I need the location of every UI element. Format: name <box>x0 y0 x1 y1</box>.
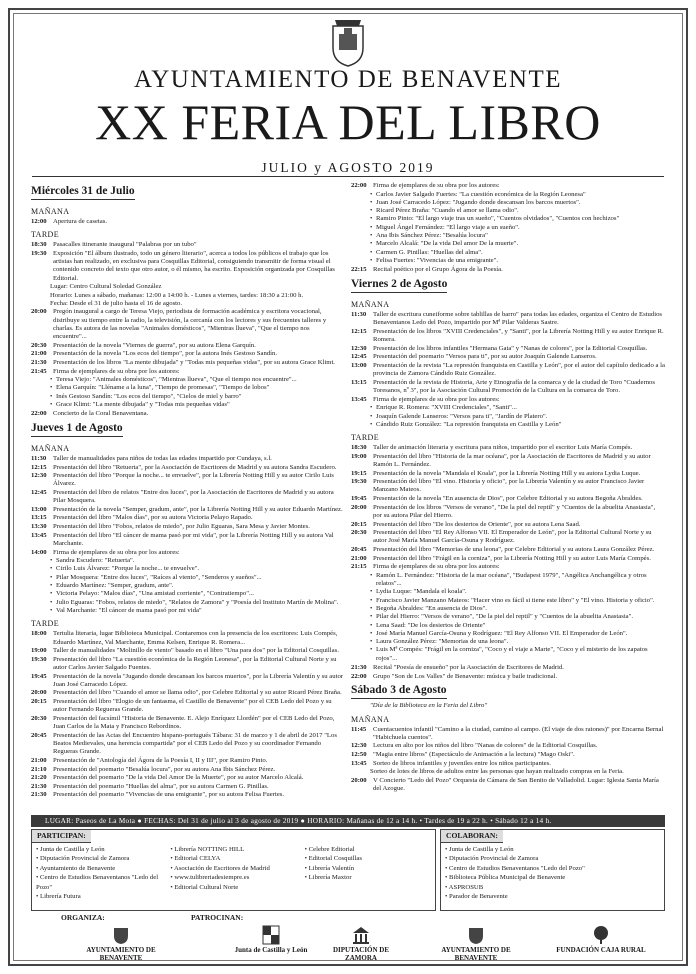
signing-item: • Pilar del Hierro: "Versos de verano", "De la piel del reptil" y "Cuentos de la abuelita Anastasia". <box>370 613 665 621</box>
event-text: Taller de escritura cuneiforme sobre tablillas de barro" para todas las edades, organiza el Centro de Estudios Benaventanos Ledo del Pozo, impartido por Mª Pilar Valderas Sastre. <box>373 310 663 327</box>
event-text: Exposición "El álbum ilustrado, todo un género literario", acerca a todos los públicos el trabajo que los artistas han realizado, en exclusiva para Cosquillas Editorial, consiguiendo transmitir de forma visual el contenido concreto del texto que otro autor, o él mismo, ha escrito. Exposición organizada por Cosquillas Editorial. <box>53 249 335 282</box>
signing-item: • Eduardo Martínez: "Semper, gradum, ante". <box>50 582 344 590</box>
event-time: 20:30 <box>31 714 47 722</box>
logo-label: AYUNTAMIENTO DE BENAVENTE <box>86 946 156 962</box>
event-text: Presentación de la novela "Jugando donde descansan los barcos muertos", por la Librería Valentín y su autor Juan José Carracedo López. <box>53 672 344 688</box>
schedule-column-right <box>351 182 665 814</box>
day-subtitle: "Día de la Biblioteca en la Feria del Libro" <box>370 702 488 710</box>
event-text: Presentación del libro "El vino. Historia y oficio", por la Librería Valentín y su autor Francisco Javier Manzano Mateos. <box>373 478 645 494</box>
participant-item: • Centro de Estudios Benaventanos "Ledo del Pozo" <box>36 873 162 892</box>
day-heading-text: Jueves 1 de Agosto <box>31 421 123 437</box>
event-row <box>351 266 665 274</box>
event-detail: Horario: Lunes a sábado, mañanas: 12:00 a 14:00 h. - Lunes a viernes, tardes: 18:30 a 21:00 h. <box>50 291 304 299</box>
signing-item: • Sandra Escudero: "Retuerta". <box>50 557 344 565</box>
event-row <box>351 504 665 521</box>
signing-item: • Val Marchante: "El cáncer de mama pasó por mi vida" <box>50 607 344 615</box>
event-time: 13:45 <box>351 759 367 767</box>
event-row <box>351 311 665 328</box>
event-text: Presentación de la novela "En ausencia de Dios", por Celebre Editorial y su autora Begoña Abraldes. <box>373 495 643 503</box>
event-row <box>351 478 665 495</box>
event-time: 12:15 <box>351 327 367 335</box>
logo-ayuntamiento-2 <box>426 925 526 962</box>
period-heading: MAÑANA <box>351 714 390 724</box>
event-time: 20:15 <box>351 520 367 528</box>
event-text: Presentación del libro "Historia de la mar océana", por la Asociación de Escritores de Madrid y su autor Ramón L. Fernández. <box>373 452 651 468</box>
crest-icon <box>113 925 129 945</box>
event-time: 20:00 <box>351 776 367 784</box>
event-text: Presentación del libro de relatos "Entre dos luces", por la Asociación de Escritores de Madrid y su autora Pilar Mosquera. <box>53 488 334 505</box>
signing-item: • Julio Eguaras: "Fobos, relatos de miedo", "Relatos de Zamora" y "Poesía del Instituto Martín de Molina". <box>50 599 344 607</box>
logo-junta <box>226 925 316 954</box>
event-row <box>351 664 665 672</box>
day-heading-text: Sábado 3 de Agosto <box>351 683 447 699</box>
signing-item: • Grace Klimt: "La mente dibujada" y "Todas mis pequeñas vidas" <box>50 401 344 409</box>
event-text: Presentación de las Actas del Encuentro hispano-portugués Tábara: 31 de marzo y 1 de abril de 2017 "Los Beatos Medievales, una herencia compartida" por el CEB Ledo del Pozo y su coordinador Fernando Regueras Grande. <box>53 731 337 756</box>
event-text: Presentación del libro "Elogio de un fantasma, el Castillo de Benavente" por el CEB Ledo del Pozo y su autor Fernando Regueras Grande. <box>53 698 332 714</box>
event-row <box>351 353 665 361</box>
logo-diputacion <box>326 925 396 962</box>
event-text: Presentación de "Antología del Ágora de la Poesía I, II y III", por Ramiro Pinto. <box>53 757 268 765</box>
divider <box>32 176 664 177</box>
signing-item: • Felisa Fuertes: "Vivencias de una emigrante". <box>370 257 665 265</box>
event-row <box>351 760 665 768</box>
event-text: Presentación del libro "Memorias de una leona", por Celebre Editorial y su autora Laura González Pérez. <box>373 546 655 554</box>
event-row <box>31 489 344 506</box>
event-time: 20:45 <box>351 546 367 554</box>
signing-item: • Joaquín Galende Lanseros: "Versos para ti", "Jardín de Platero". <box>370 413 665 421</box>
event-text: Cuentacuentos infantil "Camino a la ciudad, camino al campo. (El viaje de dos ratones)" por Encarna Bernal "Habichuela cuentos". <box>373 725 664 741</box>
info-bar: LUGAR: Paseos de La Mota ● FECHAS: Del 31 de julio al 3 de agosto de 2019 ● HORARIO: Mañanas de 12 a 14 h. • Tardes de 19 a 22 h. • Sábado 12 a 14 h. <box>31 815 665 827</box>
signing-item: • Elena Garquín: "Lléname a la luna", "Tiempo de promesas", "Tiempo de lobos" <box>50 384 344 392</box>
event-text: Presentación del poemario "De la vida Del Amor De la Muerte", por su autor Marcelo Alcalá. <box>53 774 304 782</box>
event-detail: Lugar: Centro Cultural Soledad González <box>50 283 162 291</box>
collaborator-item: • ASPROSUB <box>445 883 660 893</box>
event-row <box>31 455 344 463</box>
logo-ayuntamiento <box>71 925 171 962</box>
event-time: 20:00 <box>31 689 47 697</box>
event-time: 19:45 <box>351 495 367 503</box>
signing-item: • Carmen G. Pinillas: "Huellas del alma". <box>370 249 665 257</box>
event-time: 13:45 <box>31 531 47 539</box>
event-time: 12:30 <box>31 472 47 480</box>
collaborators-box <box>440 829 665 911</box>
event-text: Presentación del libro "Fobos, relatos de miedo", por Julio Eguaras, Sara Mesa y Javier Montes. <box>53 523 310 531</box>
event-row <box>351 546 665 554</box>
signing-item: • Enrique R. Romera: "XVIII Credenciales", "Santi"... <box>370 404 665 412</box>
event-time: 22:00 <box>351 182 367 189</box>
event-row <box>31 715 344 732</box>
signing-list <box>351 572 665 663</box>
event-time: 19:30 <box>31 249 47 257</box>
signing-item: • Cirilo Luis Álvarez: "Porque la noche... te envuelve". <box>50 565 344 573</box>
event-row <box>31 549 344 557</box>
signing-item: • Carlos Javier Salgado Fuertes: "La cuestión económica de la Región Leonesa" <box>370 191 665 199</box>
event-row <box>31 647 344 655</box>
tree-icon <box>590 925 612 945</box>
signing-item: • Inés Gestoso Sandín: "Los ecos del tiempo", "Cielos de miel y barro" <box>50 393 344 401</box>
event-text: Presentación de la revista "La represión franquista en Castilla y León", por el autor del capítulo dedicado a la provincia de Zamora Cándido Ruiz González. <box>373 361 665 378</box>
event-text: Presentación de los libros "XVIII Credenciales", y "Santi", por la Librería Notting Hill y su autor Enrique R. Romera. <box>373 327 664 344</box>
event-row <box>351 555 665 563</box>
event-time: 18:30 <box>31 241 47 249</box>
event-text: Presentación del poemario "Besalúa locura", por su autora Ana Ibis Sánchez Pérez. <box>53 765 276 773</box>
collaborator-item: • Parador de Benavente <box>445 892 660 902</box>
participants-column <box>32 843 166 904</box>
participant-item: • Asociación de Escritores de Madrid <box>170 864 296 874</box>
event-text: Presentación de la novela "Los ecos del tiempo", por la autora Inés Gestoso Sandín. <box>53 350 278 358</box>
event-time: 21:20 <box>31 774 47 782</box>
period-heading: MAÑANA <box>351 299 390 309</box>
event-row <box>31 732 344 757</box>
signing-item: • José María Manuel García-Osuna y Rodríguez: "El Rey Alfonso VII. El Emperador de León". <box>370 630 665 638</box>
event-time: 21:30 <box>351 664 367 672</box>
patrocinan-label: PATROCINAN: <box>191 913 244 922</box>
event-dates: JULIO y AGOSTO 2019 <box>261 160 435 175</box>
event-time: 21:30 <box>31 791 47 799</box>
event-row <box>31 630 344 647</box>
signing-item: • Luis Mª Compés: "Frágil en la corniza", "Coco y el viaje a Marte", "Coco y el misterio de los zapatos rojos"... <box>370 646 665 663</box>
event-text: "Magia entre libros" (Espectáculo de Animación a la lectura) "Mago Oski". <box>373 751 575 759</box>
event-time: 22:00 <box>351 672 367 680</box>
event-row <box>31 241 344 249</box>
event-text: Presentación del libro "El Rey Alfonso VII. El Emperador de León", por la Editorial Cultural Norte y su autor José María Manuel García-Osuna y Rodríguez. <box>373 529 652 545</box>
event-row <box>31 523 344 531</box>
event-text: Recital "Poesía de ensueño" por la Asociación de Escritores de Madrid. <box>373 664 564 672</box>
event-row <box>31 350 344 358</box>
event-row <box>351 362 665 379</box>
event-text: Presentación del poemario "Vivencias de una emigrante", por su autora Felisa Fuertes. <box>53 791 285 799</box>
event-text: Presentación del libro "El cáncer de mama pasó por mi vida", por la Librería Notting Hill y su autora Val Marchante. <box>53 531 334 547</box>
signing-item: • Francisco Javier Manzano Mateos: "Hacer vino es fácil si tiene este libro" y "El vino. Historia y oficio". <box>370 597 665 605</box>
participant-item: • Editorial Cosquillas <box>305 854 431 864</box>
day-heading <box>31 182 344 203</box>
event-time: 22:15 <box>351 266 367 274</box>
event-time: 14:00 <box>31 548 47 556</box>
collaborator-item: • Centro de Estudios Benaventanos "Ledo del Pozo" <box>445 864 660 874</box>
event-time: 12:45 <box>31 488 47 496</box>
signing-list <box>351 404 665 429</box>
sponsors-footer <box>31 913 665 961</box>
signing-item: • Miguel Ángel Fernández: "El largo viaje a un sueño". <box>370 224 665 232</box>
collaborator-item: • Biblioteca Pública Municipal de Benavente <box>445 873 660 883</box>
event-time: 13:15 <box>31 514 47 522</box>
event-row <box>351 182 665 190</box>
day-heading <box>31 419 344 440</box>
event-text: Presentación del facsímil "Historia de Benavente. E. Alejo Enríquez Llordén" por el CEB Ledo del Pozo, Juan Carlos de la Mata y Francisco Rebordinos. <box>53 714 335 731</box>
period-heading: TARDE <box>31 619 60 629</box>
shield-icon <box>262 925 280 945</box>
event-time: 13:00 <box>351 361 367 369</box>
event-row <box>351 563 665 571</box>
event-time: 19:30 <box>351 478 367 486</box>
event-text: Firma de ejemplares de su obra por los autores: <box>373 395 500 403</box>
signing-item: • Cándido Ruiz González: "La represión franquista en Castilla y León" <box>370 421 665 429</box>
event-row <box>31 342 344 350</box>
event-row <box>351 529 665 546</box>
event-time: 20:30 <box>31 341 47 349</box>
event-row <box>31 506 344 514</box>
building-icon <box>351 925 371 945</box>
event-time: 21:30 <box>31 358 47 366</box>
event-text: Presentación de los libros "La mente dibujada" y "Todas mis pequeñas vidas", por su autora Grace Klimt. <box>53 358 335 366</box>
signing-item: • Lydia Luque: "Mandala el koala". <box>370 588 665 596</box>
signing-list <box>31 376 344 409</box>
event-row <box>351 396 665 404</box>
event-row <box>31 410 344 418</box>
event-row <box>31 514 344 522</box>
event-row <box>31 368 344 376</box>
participant-item: • www.tulibreriadesiempre.es <box>170 873 296 883</box>
event-row <box>31 250 344 283</box>
event-row <box>31 218 344 226</box>
event-time: 11:30 <box>351 310 367 318</box>
event-text: Presentación del poemario "Versos para ti", por su autor Joaquín Galende Lanseros. <box>373 353 597 361</box>
event-text: Taller de animación literaria y escritura para niños, impartido por el escritor Luis María Compés. <box>373 444 633 452</box>
event-text: Pregón inaugural a cargo de Teresa Viejo, periodista de formación académica y escritora vocacional, distribuye su tiempo entre la radio, la televisión, la cercanía con los lectores y sus frecuentes talleres y charlas. Es autora de las novelas "Animales domésticos", "Mientras llueva", "Que el tiempo nos encuentre"... <box>53 308 327 341</box>
event-text: Firma de ejemplares de su obra por los autores: <box>373 182 500 189</box>
event-time: 13:00 <box>31 505 47 513</box>
event-text: Presentación del libro "La cuestión económica de la Región Leonesa", por la Editorial Cultural Norte y su autor Carlos Javier Salgado Fuentes. <box>53 655 337 671</box>
event-row <box>351 453 665 470</box>
event-row <box>351 328 665 345</box>
participant-item: • Librería Valentín <box>305 864 431 874</box>
event-text: Recital poético por el Grupo Ágora de la Poesía. <box>373 266 503 274</box>
logo-label: FUNDACIÓN CAJA RURAL <box>556 946 646 954</box>
participants-column <box>301 843 435 904</box>
event-text: Taller de manualidades para niños de todas las edades impartido por Cundaya, s.l. <box>53 454 272 462</box>
event-row <box>351 379 665 396</box>
event-time: 21:00 <box>31 350 47 358</box>
schedule-column-left <box>31 182 344 814</box>
event-time: 22:00 <box>31 410 47 418</box>
signing-item: • Ricard Pérez Braña: "Cuando el amor se llama odio". <box>370 207 665 215</box>
event-time: 12:45 <box>351 353 367 361</box>
event-time: 12:30 <box>351 344 367 352</box>
participants-column <box>166 843 300 904</box>
event-time: 19:45 <box>31 672 47 680</box>
event-time: 11:45 <box>351 725 367 733</box>
participant-item: • Librería NOTTING HILL <box>170 845 296 855</box>
event-row <box>351 751 665 759</box>
collaborator-item: • Diputación Provincial de Zamora <box>445 854 660 864</box>
signing-item: • Marcelo Alcalá: "De la vida Del amor De la muerte". <box>370 240 665 248</box>
event-row <box>31 532 344 549</box>
event-text: Grupo "Son de Los Valles" de Benavente: música y baile tradicional. <box>373 672 558 680</box>
event-time: 12:15 <box>31 463 47 471</box>
event-text: Pasacalles itinerante inaugural "Palabras por un tubo" <box>53 241 197 249</box>
event-time: 20:30 <box>351 529 367 537</box>
event-text: Presentación de los libros infantiles "Hermana Gata" y "Nanas de colores", por la Editorial Cosquillas. <box>373 344 648 352</box>
logo-label: AYUNTAMIENTO DE BENAVENTE <box>441 946 511 962</box>
event-time: 13:30 <box>31 523 47 531</box>
signing-item: • Victoria Pelayo: "Malos días", "Una amistad corriente", "Contratiempo"... <box>50 590 344 598</box>
signing-item: • Laura González Pérez: "Memorias de una leona". <box>370 638 665 646</box>
participants-box <box>31 829 436 911</box>
collaborators-list <box>441 843 664 904</box>
event-row <box>31 673 344 690</box>
event-row <box>31 783 344 791</box>
signing-item: • Pilar Mosquera: "Entre dos luces", "Raíces al viento", "Senderos y sueños"... <box>50 574 344 582</box>
signing-item: • Juan José Carracedo López: "Jugando donde descansan los barcos muertos". <box>370 199 665 207</box>
participants-heading: PARTICIPAN: <box>32 830 91 843</box>
signing-item: • Begoña Abraldes: "En ausencia de Dios". <box>370 605 665 613</box>
event-time: 11:30 <box>31 454 47 462</box>
signing-list <box>351 191 665 266</box>
event-time: 19:00 <box>351 452 367 460</box>
event-time: 19:30 <box>31 655 47 663</box>
event-time: 12:50 <box>351 751 367 759</box>
event-row <box>351 495 665 503</box>
period-heading: MAÑANA <box>31 443 70 453</box>
signing-item: • Ramiro Pinto: "El largo viaje tras un sueño", "Cuentos olvidados", "Cuentos con hechizos" <box>370 215 665 223</box>
organiza-label: ORGANIZA: <box>61 913 105 922</box>
event-time: 20:15 <box>31 698 47 706</box>
period-heading: MAÑANA <box>31 207 70 216</box>
coat-of-arms-icon <box>327 18 369 68</box>
event-row <box>351 444 665 452</box>
event-time: 21:45 <box>31 367 47 375</box>
event-time: 19:15 <box>351 469 367 477</box>
period-heading: TARDE <box>351 433 380 443</box>
event-time: 12:00 <box>31 218 47 225</box>
signing-item: • Lena Saad: "De los desiertos de Oriente" <box>370 622 665 630</box>
event-text: Firma de ejemplares de su obra por los autores: <box>53 548 180 556</box>
event-detail: Sorteo de lotes de libros de adultos entre las personas que hayan realizado compras en la Feria. <box>370 768 624 776</box>
event-row <box>31 774 344 782</box>
event-text: Sorteo de libros infantiles y juveniles entre los niños participantes. <box>373 759 551 767</box>
event-time: 18:00 <box>31 630 47 638</box>
participant-item: • Ayuntamiento de Benavente <box>36 864 162 874</box>
signing-item: • Ana Ibis Sánchez Pérez: "Besalúa locura" <box>370 232 665 240</box>
event-time: 20:45 <box>31 731 47 739</box>
event-row <box>351 742 665 750</box>
event-text: V Concierto "Ledo del Pozo" Orquesta de Cámara de San Benito de Valladolid. Lugar: Iglesia Santa María del Azogue. <box>373 776 659 792</box>
participant-item: • Diputación Provincial de Zamora <box>36 854 162 864</box>
event-row <box>31 766 344 774</box>
participant-item: • Junta de Castilla y León <box>36 845 162 855</box>
event-text: Presentación de los libros "Versos de verano", "De la piel del reptil" y "Cuentos de la abuelita Anastasia", por su autora Pilar del Hierro. <box>373 503 656 519</box>
event-text: Presentación del poemario "Huellas del alma", por su autora Carmen G. Pinillas. <box>53 782 269 790</box>
event-time: 21:30 <box>31 782 47 790</box>
event-text: Firma de ejemplares de su obra por los autores: <box>53 367 180 375</box>
logo-label: DIPUTACIÓN DE ZAMORA <box>332 946 390 962</box>
event-time: 19:00 <box>31 647 47 655</box>
event-time: 21:10 <box>31 765 47 773</box>
participants-list <box>32 843 435 904</box>
participant-item: • Editorial Cultural Norte <box>170 883 296 893</box>
event-row <box>351 726 665 743</box>
event-row <box>31 791 344 799</box>
event-time: 21:00 <box>351 554 367 562</box>
event-text: Concierto de la Coral Benaventana. <box>53 410 149 418</box>
event-text: Apertura de casetas. <box>53 218 108 225</box>
day-heading <box>351 681 665 702</box>
event-text: Firma de ejemplares de su obra por los autores: <box>373 563 500 571</box>
event-row <box>31 359 344 367</box>
event-time: 13:45 <box>351 395 367 403</box>
event-text: Tertulia literaria, lugar Biblioteca Municipal. Contaremos con la presencia de los escritores: Luis Compés, Eduardo Martínez, Val Marchante, Emma Kelsen, Enrique R. Romera... <box>53 630 338 646</box>
logo-fundacion <box>546 925 656 954</box>
event-time: 12:30 <box>351 742 367 750</box>
event-text: Presentación del libro "Frágil en la corniza", por la Librería Notting Hill y su autor Luis María Compés. <box>373 554 651 562</box>
event-text: Presentación de la novela "Semper, gradum, ante", por la Librería Notting Hill y su autor Eduardo Martínez. <box>53 505 343 513</box>
event-text: Presentación de la novela "Mandala el Koala", por la Librería Notting Hill y su autora Lydia Luque. <box>373 469 641 477</box>
event-text: Taller de manualidades "Molinillo de viento" basado en el libro "Una para dos" por la Editorial Cosquillas. <box>53 647 339 655</box>
event-row <box>31 689 344 697</box>
crest-icon <box>468 925 484 945</box>
event-row <box>31 464 344 472</box>
event-text: Presentación del libro "Porque la noche... te envuelve", por la Librería Notting Hill y su autor Cirilo Luis Álvarez. <box>53 472 334 488</box>
event-time: 20:00 <box>31 308 47 316</box>
collaborators-heading: COLABORAN: <box>441 830 503 843</box>
event-row <box>31 308 344 341</box>
participant-item: • Librería Futura <box>36 892 162 902</box>
signing-item: • Ramón L. Fernández: "Historia de la mar océana", "Budapest 1979", "Angélica Anchangélica y otros relatos"... <box>370 572 665 589</box>
organizer-title: AYUNTAMIENTO DE BENAVENTE <box>133 66 563 93</box>
event-row <box>31 472 344 489</box>
participant-item: • Celebre Editorial <box>305 845 431 855</box>
event-text: Presentación de la novela "Viernes de guerra", por su autora Elena Garquín. <box>53 341 256 349</box>
event-text: Presentación de la revista de Historia, Arte y Etnografía de la comarca y de la ciudad de Toro "Cuadernos Toresanos, nº 3", por la Asociación Cultural Promoción de la Cultura en la comarca de Toro. <box>373 378 655 395</box>
event-row <box>351 521 665 529</box>
event-detail: Fecha: Desde el 31 de julio hasta el 16 de agosto. <box>50 299 183 307</box>
period-heading: TARDE <box>31 230 60 240</box>
event-time: 13:15 <box>351 378 367 386</box>
collaborator-item: • Junta de Castilla y León <box>445 845 660 855</box>
day-heading-text: Miércoles 31 de Julio <box>31 184 135 200</box>
signing-item: • Teresa Viejo: "Animales domésticos", "Mientras llueva", "Que el tiempo nos encuentre"... <box>50 376 344 384</box>
event-row <box>31 698 344 715</box>
event-time: 21:00 <box>31 757 47 765</box>
event-time: 18:30 <box>351 444 367 452</box>
day-heading <box>351 275 665 296</box>
event-text: Presentación del libro "Malos días", por su autora Victoria Pelayo Rapado. <box>53 514 253 522</box>
event-text: Lectura en alto por los niños del libro "Nanas de colores" de la Editorial Cosquillas. <box>373 742 598 750</box>
event-text: Presentación del libro "De los desiertos de Oriente", por su autora Lena Saad. <box>373 520 581 528</box>
event-row <box>31 757 344 765</box>
event-time: 21:15 <box>351 563 367 571</box>
event-text: Presentación del libro "Cuando el amor se llama odio", por Celebre Editorial y su autor Ricard Pérez Braña. <box>53 689 342 697</box>
event-row <box>31 656 344 673</box>
logo-label: Junta de Castilla y León <box>234 946 308 954</box>
event-row <box>351 777 665 794</box>
page-title: XX FERIA DEL LIBRO <box>95 94 601 150</box>
event-row <box>351 673 665 681</box>
day-heading-text: Viernes 2 de Agosto <box>351 277 447 293</box>
event-row <box>351 345 665 353</box>
participant-item: • Editorial CELYA <box>170 854 296 864</box>
event-time: 20:00 <box>351 503 367 511</box>
event-row <box>351 470 665 478</box>
event-text: Presentación del libro "Retuerta", por la Asociación de Escritores de Madrid y su autora Sandra Escudero. <box>53 463 337 471</box>
signing-list <box>31 557 344 615</box>
participant-item: • Librería Maxtor <box>305 873 431 883</box>
